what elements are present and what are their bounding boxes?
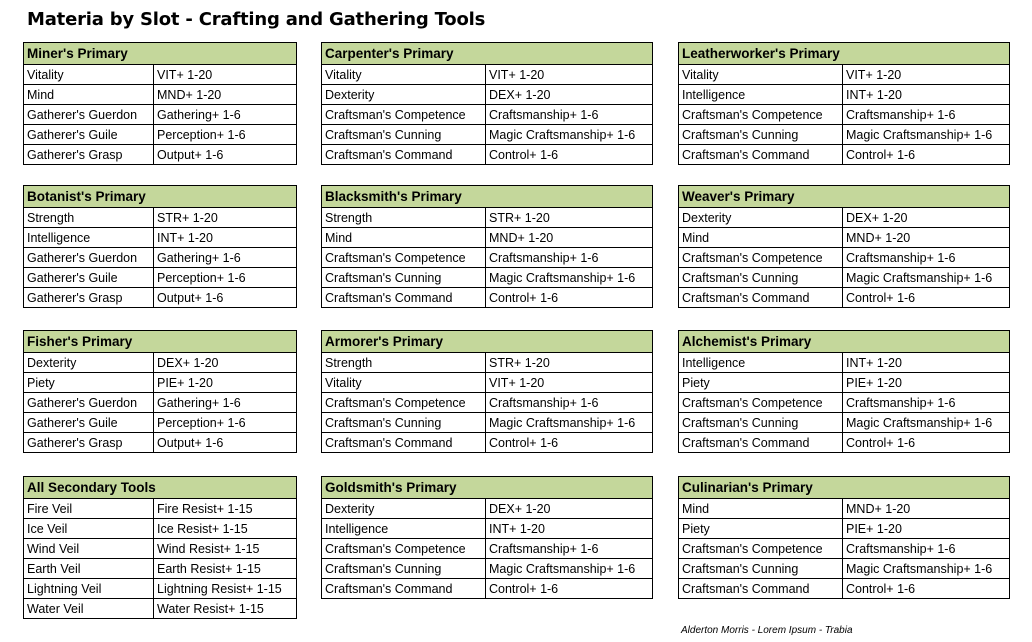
- materia-name-cell: Craftsman's Competence: [322, 248, 486, 268]
- table-row: [24, 208, 297, 228]
- materia-name-cell: Wind Veil: [24, 539, 154, 559]
- materia-effect-cell: Fire Resist+ 1-15: [154, 499, 297, 519]
- table-header-row: [322, 43, 653, 65]
- table-row: [322, 373, 653, 393]
- page-title: Materia by Slot - Crafting and Gathering Tools: [27, 9, 486, 30]
- materia-name-cell: Craftsman's Competence: [679, 248, 843, 268]
- materia-name-cell: Dexterity: [322, 85, 486, 105]
- materia-name-cell: Piety: [679, 373, 843, 393]
- table-row: [679, 579, 1010, 599]
- materia-name-cell: Gatherer's Grasp: [24, 433, 154, 453]
- table-header-row: [24, 331, 297, 353]
- table-header-row: [24, 43, 297, 65]
- materia-name-cell: Intelligence: [679, 85, 843, 105]
- materia-name-cell: Craftsman's Competence: [322, 539, 486, 559]
- materia-effect-cell: Output+ 1-6: [154, 288, 297, 308]
- table-header: Miner's Primary: [24, 43, 297, 65]
- table-row: [322, 145, 653, 165]
- materia-effect-cell: Magic Craftsmanship+ 1-6: [486, 125, 653, 145]
- materia-name-cell: Gatherer's Grasp: [24, 145, 154, 165]
- materia-name-cell: Craftsman's Cunning: [322, 268, 486, 288]
- materia-table: [23, 185, 297, 308]
- materia-name-cell: Craftsman's Competence: [679, 539, 843, 559]
- materia-name-cell: Craftsman's Competence: [679, 393, 843, 413]
- table-header: Goldsmith's Primary: [322, 477, 653, 499]
- table-row: [679, 539, 1010, 559]
- materia-effect-cell: Output+ 1-6: [154, 145, 297, 165]
- materia-name-cell: Dexterity: [24, 353, 154, 373]
- materia-name-cell: Lightning Veil: [24, 579, 154, 599]
- table-header-row: [322, 331, 653, 353]
- materia-name-cell: Dexterity: [322, 499, 486, 519]
- table-row: [679, 125, 1010, 145]
- table-row: [679, 413, 1010, 433]
- materia-effect-cell: Craftsmanship+ 1-6: [486, 105, 653, 125]
- table-header: Alchemist's Primary: [679, 331, 1010, 353]
- materia-name-cell: Craftsman's Command: [322, 433, 486, 453]
- table-row: [24, 539, 297, 559]
- materia-effect-cell: DEX+ 1-20: [486, 499, 653, 519]
- materia-effect-cell: Magic Craftsmanship+ 1-6: [843, 125, 1010, 145]
- table-row: [322, 248, 653, 268]
- table-header-row: [679, 186, 1010, 208]
- materia-name-cell: Vitality: [322, 65, 486, 85]
- materia-effect-cell: Ice Resist+ 1-15: [154, 519, 297, 539]
- materia-name-cell: Piety: [679, 519, 843, 539]
- materia-effect-cell: MND+ 1-20: [486, 228, 653, 248]
- materia-effect-cell: Craftsmanship+ 1-6: [486, 248, 653, 268]
- table-row: [24, 519, 297, 539]
- table-row: [24, 248, 297, 268]
- table-row: [322, 228, 653, 248]
- materia-effect-cell: VIT+ 1-20: [486, 65, 653, 85]
- materia-effect-cell: Craftsmanship+ 1-6: [486, 539, 653, 559]
- materia-effect-cell: INT+ 1-20: [843, 85, 1010, 105]
- materia-effect-cell: INT+ 1-20: [486, 519, 653, 539]
- materia-name-cell: Fire Veil: [24, 499, 154, 519]
- table-row: [679, 353, 1010, 373]
- materia-name-cell: Craftsman's Command: [679, 579, 843, 599]
- materia-name-cell: Craftsman's Command: [679, 288, 843, 308]
- table-header-row: [322, 186, 653, 208]
- table-header: All Secondary Tools: [24, 477, 297, 499]
- table-row: [24, 353, 297, 373]
- materia-effect-cell: Magic Craftsmanship+ 1-6: [843, 268, 1010, 288]
- materia-name-cell: Craftsman's Command: [322, 145, 486, 165]
- materia-effect-cell: Earth Resist+ 1-15: [154, 559, 297, 579]
- table-row: [24, 228, 297, 248]
- materia-name-cell: Craftsman's Competence: [322, 393, 486, 413]
- table-row: [24, 125, 297, 145]
- table-row: [24, 85, 297, 105]
- materia-effect-cell: INT+ 1-20: [154, 228, 297, 248]
- table-header-row: [24, 477, 297, 499]
- table-row: [679, 288, 1010, 308]
- materia-name-cell: Craftsman's Command: [322, 579, 486, 599]
- table-row: [679, 248, 1010, 268]
- materia-name-cell: Strength: [322, 353, 486, 373]
- materia-effect-cell: STR+ 1-20: [154, 208, 297, 228]
- table-row: [24, 599, 297, 619]
- materia-table: [321, 42, 653, 165]
- materia-effect-cell: PIE+ 1-20: [843, 519, 1010, 539]
- table-header-row: [679, 43, 1010, 65]
- materia-effect-cell: Gathering+ 1-6: [154, 393, 297, 413]
- materia-effect-cell: Lightning Resist+ 1-15: [154, 579, 297, 599]
- materia-effect-cell: Control+ 1-6: [486, 288, 653, 308]
- table-header: Culinarian's Primary: [679, 477, 1010, 499]
- materia-effect-cell: Craftsmanship+ 1-6: [486, 393, 653, 413]
- materia-effect-cell: VIT+ 1-20: [843, 65, 1010, 85]
- table-row: [322, 288, 653, 308]
- table-header: Weaver's Primary: [679, 186, 1010, 208]
- materia-name-cell: Vitality: [322, 373, 486, 393]
- table-row: [322, 499, 653, 519]
- table-row: [24, 393, 297, 413]
- materia-effect-cell: PIE+ 1-20: [154, 373, 297, 393]
- materia-effect-cell: Craftsmanship+ 1-6: [843, 539, 1010, 559]
- materia-effect-cell: Magic Craftsmanship+ 1-6: [843, 413, 1010, 433]
- materia-effect-cell: Magic Craftsmanship+ 1-6: [843, 559, 1010, 579]
- table-row: [322, 208, 653, 228]
- table-header-row: [679, 477, 1010, 499]
- materia-name-cell: Piety: [24, 373, 154, 393]
- table-row: [322, 539, 653, 559]
- materia-name-cell: Gatherer's Grasp: [24, 288, 154, 308]
- table-row: [322, 353, 653, 373]
- materia-name-cell: Craftsman's Cunning: [679, 559, 843, 579]
- table-row: [322, 579, 653, 599]
- table-header: Botanist's Primary: [24, 186, 297, 208]
- credit-line: Alderton Morris - Lorem Ipsum - Trabia: [681, 625, 853, 636]
- materia-effect-cell: Gathering+ 1-6: [154, 105, 297, 125]
- materia-effect-cell: VIT+ 1-20: [486, 373, 653, 393]
- materia-effect-cell: Control+ 1-6: [843, 433, 1010, 453]
- table-row: [322, 433, 653, 453]
- table-row: [322, 559, 653, 579]
- table-row: [679, 105, 1010, 125]
- materia-table: [321, 330, 653, 453]
- table-row: [322, 413, 653, 433]
- materia-name-cell: Earth Veil: [24, 559, 154, 579]
- materia-name-cell: Craftsman's Cunning: [679, 125, 843, 145]
- materia-effect-cell: Control+ 1-6: [843, 579, 1010, 599]
- table-row: [679, 519, 1010, 539]
- materia-name-cell: Craftsman's Cunning: [679, 413, 843, 433]
- materia-effect-cell: Control+ 1-6: [843, 288, 1010, 308]
- materia-name-cell: Craftsman's Cunning: [322, 559, 486, 579]
- table-header-row: [322, 477, 653, 499]
- materia-effect-cell: PIE+ 1-20: [843, 373, 1010, 393]
- materia-name-cell: Water Veil: [24, 599, 154, 619]
- table-header: Leatherworker's Primary: [679, 43, 1010, 65]
- materia-effect-cell: Gathering+ 1-6: [154, 248, 297, 268]
- materia-table: [23, 476, 297, 619]
- materia-effect-cell: Control+ 1-6: [486, 579, 653, 599]
- materia-effect-cell: Craftsmanship+ 1-6: [843, 248, 1010, 268]
- materia-effect-cell: DEX+ 1-20: [486, 85, 653, 105]
- materia-name-cell: Intelligence: [322, 519, 486, 539]
- materia-effect-cell: Control+ 1-6: [486, 433, 653, 453]
- materia-effect-cell: Perception+ 1-6: [154, 268, 297, 288]
- materia-name-cell: Mind: [24, 85, 154, 105]
- table-row: [24, 413, 297, 433]
- materia-name-cell: Mind: [679, 499, 843, 519]
- materia-name-cell: Mind: [679, 228, 843, 248]
- materia-effect-cell: Water Resist+ 1-15: [154, 599, 297, 619]
- materia-table: [321, 185, 653, 308]
- table-row: [679, 145, 1010, 165]
- materia-effect-cell: Output+ 1-6: [154, 433, 297, 453]
- materia-effect-cell: Wind Resist+ 1-15: [154, 539, 297, 559]
- table-row: [322, 268, 653, 288]
- materia-name-cell: Craftsman's Cunning: [322, 125, 486, 145]
- table-header-row: [24, 186, 297, 208]
- table-row: [679, 65, 1010, 85]
- materia-name-cell: Gatherer's Guerdon: [24, 105, 154, 125]
- materia-name-cell: Craftsman's Competence: [679, 105, 843, 125]
- materia-name-cell: Craftsman's Cunning: [322, 413, 486, 433]
- materia-effect-cell: INT+ 1-20: [843, 353, 1010, 373]
- materia-name-cell: Craftsman's Competence: [322, 105, 486, 125]
- table-row: [679, 85, 1010, 105]
- materia-name-cell: Craftsman's Cunning: [679, 268, 843, 288]
- materia-name-cell: Craftsman's Command: [679, 433, 843, 453]
- materia-effect-cell: Craftsmanship+ 1-6: [843, 393, 1010, 413]
- table-row: [322, 85, 653, 105]
- table-row: [679, 433, 1010, 453]
- materia-table: [23, 330, 297, 453]
- materia-name-cell: Strength: [322, 208, 486, 228]
- table-header: Fisher's Primary: [24, 331, 297, 353]
- materia-name-cell: Mind: [322, 228, 486, 248]
- materia-effect-cell: Craftsmanship+ 1-6: [843, 105, 1010, 125]
- table-row: [322, 393, 653, 413]
- materia-table: [23, 42, 297, 165]
- table-row: [24, 373, 297, 393]
- materia-effect-cell: STR+ 1-20: [486, 208, 653, 228]
- table-row: [679, 393, 1010, 413]
- table-row: [679, 499, 1010, 519]
- materia-name-cell: Gatherer's Guerdon: [24, 393, 154, 413]
- table-row: [24, 65, 297, 85]
- materia-table: [321, 476, 653, 599]
- materia-effect-cell: Control+ 1-6: [486, 145, 653, 165]
- table-row: [679, 559, 1010, 579]
- materia-name-cell: Vitality: [24, 65, 154, 85]
- materia-name-cell: Gatherer's Guile: [24, 125, 154, 145]
- materia-name-cell: Intelligence: [679, 353, 843, 373]
- table-row: [24, 499, 297, 519]
- table-row: [679, 208, 1010, 228]
- materia-name-cell: Gatherer's Guile: [24, 268, 154, 288]
- materia-effect-cell: Perception+ 1-6: [154, 413, 297, 433]
- materia-name-cell: Vitality: [679, 65, 843, 85]
- table-row: [24, 288, 297, 308]
- materia-table: [678, 330, 1010, 453]
- materia-name-cell: Gatherer's Guerdon: [24, 248, 154, 268]
- materia-effect-cell: Magic Craftsmanship+ 1-6: [486, 413, 653, 433]
- materia-effect-cell: Magic Craftsmanship+ 1-6: [486, 559, 653, 579]
- table-row: [322, 105, 653, 125]
- table-header: Carpenter's Primary: [322, 43, 653, 65]
- table-header-row: [679, 331, 1010, 353]
- table-row: [679, 373, 1010, 393]
- table-row: [24, 105, 297, 125]
- materia-name-cell: Strength: [24, 208, 154, 228]
- materia-effect-cell: MND+ 1-20: [843, 228, 1010, 248]
- table-row: [322, 519, 653, 539]
- materia-name-cell: Ice Veil: [24, 519, 154, 539]
- materia-effect-cell: MND+ 1-20: [154, 85, 297, 105]
- table-row: [322, 125, 653, 145]
- table-row: [24, 268, 297, 288]
- materia-table: [678, 185, 1010, 308]
- materia-effect-cell: Control+ 1-6: [843, 145, 1010, 165]
- materia-effect-cell: STR+ 1-20: [486, 353, 653, 373]
- materia-table: [678, 476, 1010, 599]
- table-row: [679, 268, 1010, 288]
- materia-effect-cell: VIT+ 1-20: [154, 65, 297, 85]
- table-row: [679, 228, 1010, 248]
- materia-effect-cell: Perception+ 1-6: [154, 125, 297, 145]
- materia-effect-cell: MND+ 1-20: [843, 499, 1010, 519]
- materia-name-cell: Dexterity: [679, 208, 843, 228]
- materia-name-cell: Craftsman's Command: [322, 288, 486, 308]
- table-row: [24, 579, 297, 599]
- materia-table: [678, 42, 1010, 165]
- table-header: Blacksmith's Primary: [322, 186, 653, 208]
- table-row: [24, 433, 297, 453]
- table-header: Armorer's Primary: [322, 331, 653, 353]
- table-row: [322, 65, 653, 85]
- materia-name-cell: Intelligence: [24, 228, 154, 248]
- materia-effect-cell: Magic Craftsmanship+ 1-6: [486, 268, 653, 288]
- materia-effect-cell: DEX+ 1-20: [843, 208, 1010, 228]
- table-row: [24, 145, 297, 165]
- table-row: [24, 559, 297, 579]
- materia-name-cell: Gatherer's Guile: [24, 413, 154, 433]
- materia-effect-cell: DEX+ 1-20: [154, 353, 297, 373]
- materia-name-cell: Craftsman's Command: [679, 145, 843, 165]
